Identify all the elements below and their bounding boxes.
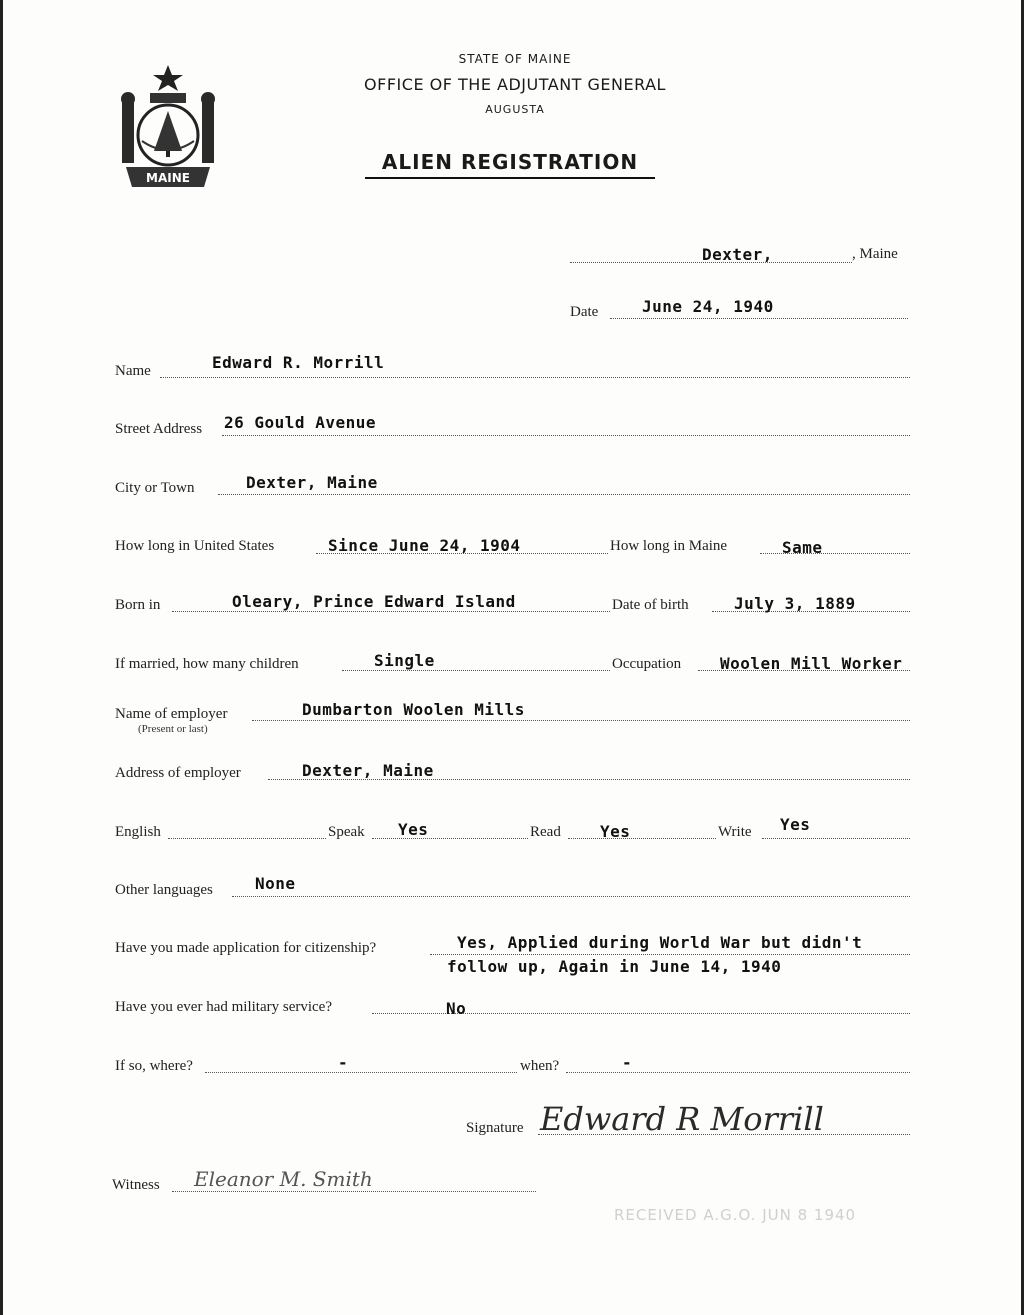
military-label: Have you ever had military service? — [115, 999, 332, 1015]
seal-text: MAINE — [146, 171, 190, 185]
write-line — [762, 838, 910, 839]
maine-duration-value: Same — [782, 538, 823, 557]
occupation-label: Occupation — [612, 656, 682, 672]
citizenship-line — [430, 954, 910, 955]
witness-label: Witness — [112, 1177, 160, 1193]
children-value: Single — [374, 651, 435, 670]
name-label: Name — [115, 363, 151, 379]
us-duration-value: Since June 24, 1904 — [328, 536, 521, 555]
place-value: Dexter, — [702, 245, 773, 264]
city-heading: AUGUSTA — [485, 103, 545, 116]
where-value: - — [338, 1053, 349, 1072]
scan-border-left — [0, 0, 3, 1315]
other-languages-label: Other languages — [115, 882, 213, 898]
us-duration-label: How long in United States — [115, 538, 275, 554]
citizenship-line1: Yes, Applied during World War but didn't — [457, 933, 863, 952]
street-value: 26 Gould Avenue — [224, 413, 376, 432]
street-line — [222, 435, 910, 436]
when-line — [566, 1072, 910, 1073]
born-value: Oleary, Prince Edward Island — [232, 592, 516, 611]
witness-handwriting — [190, 1158, 430, 1198]
employer-address-value: Dexter, Maine — [302, 761, 434, 780]
where-label: If so, where? — [115, 1058, 193, 1074]
when-value: - — [622, 1053, 633, 1072]
where-line — [205, 1072, 517, 1073]
date-label: Date — [570, 304, 599, 320]
children-line — [342, 670, 610, 671]
city-value: Dexter, Maine — [246, 473, 378, 492]
dob-value: July 3, 1889 — [734, 594, 856, 613]
state-heading: STATE OF MAINE — [458, 52, 572, 66]
speak-value: Yes — [398, 820, 429, 839]
witness-value: Eleanor M. Smith — [194, 1167, 373, 1191]
form-title: ALIEN REGISTRATION — [365, 150, 655, 179]
other-languages-line — [232, 896, 910, 897]
signature-value: Edward R Morrill — [540, 1100, 824, 1138]
employer-label: Name of employer — [115, 706, 228, 722]
place-suffix: , Maine — [852, 246, 898, 262]
military-value: No — [446, 999, 467, 1018]
office-heading: OFFICE OF THE ADJUTANT GENERAL — [364, 75, 666, 94]
employer-address-label: Address of employer — [115, 765, 241, 781]
other-languages-value: None — [255, 874, 296, 893]
speak-line — [372, 838, 528, 839]
read-line — [568, 838, 716, 839]
state-seal-icon — [112, 63, 224, 191]
signature-label: Signature — [466, 1120, 524, 1136]
children-label: If married, how many children — [115, 656, 299, 672]
employer-line — [252, 720, 910, 721]
born-label: Born in — [115, 597, 161, 613]
english-line — [168, 838, 326, 839]
maine-duration-label: How long in Maine — [610, 538, 728, 554]
dob-label: Date of birth — [612, 597, 689, 613]
when-label: when? — [520, 1058, 560, 1074]
received-stamp: RECEIVED A.G.O. JUN 8 1940 — [614, 1206, 857, 1224]
english-label: English — [115, 824, 161, 840]
born-line — [172, 611, 610, 612]
signature-handwriting — [536, 1088, 896, 1144]
citizenship-line2: follow up, Again in June 14, 1940 — [447, 957, 782, 976]
speak-label: Speak — [328, 824, 365, 840]
write-value: Yes — [780, 815, 811, 834]
read-value: Yes — [600, 822, 631, 841]
street-label: Street Address — [115, 421, 203, 437]
city-label: City or Town — [115, 480, 195, 496]
read-label: Read — [530, 824, 561, 840]
write-label: Write — [718, 824, 752, 840]
city-line — [218, 494, 910, 495]
employer-sublabel: (Present or last) — [138, 723, 208, 735]
name-line — [160, 377, 910, 378]
date-line — [610, 318, 908, 319]
employer-value: Dumbarton Woolen Mills — [302, 700, 525, 719]
citizenship-label: Have you made application for citizenship? — [115, 940, 377, 956]
occupation-value: Woolen Mill Worker — [720, 654, 903, 673]
date-value: June 24, 1940 — [642, 297, 774, 316]
name-value: Edward R. Morrill — [212, 353, 385, 372]
